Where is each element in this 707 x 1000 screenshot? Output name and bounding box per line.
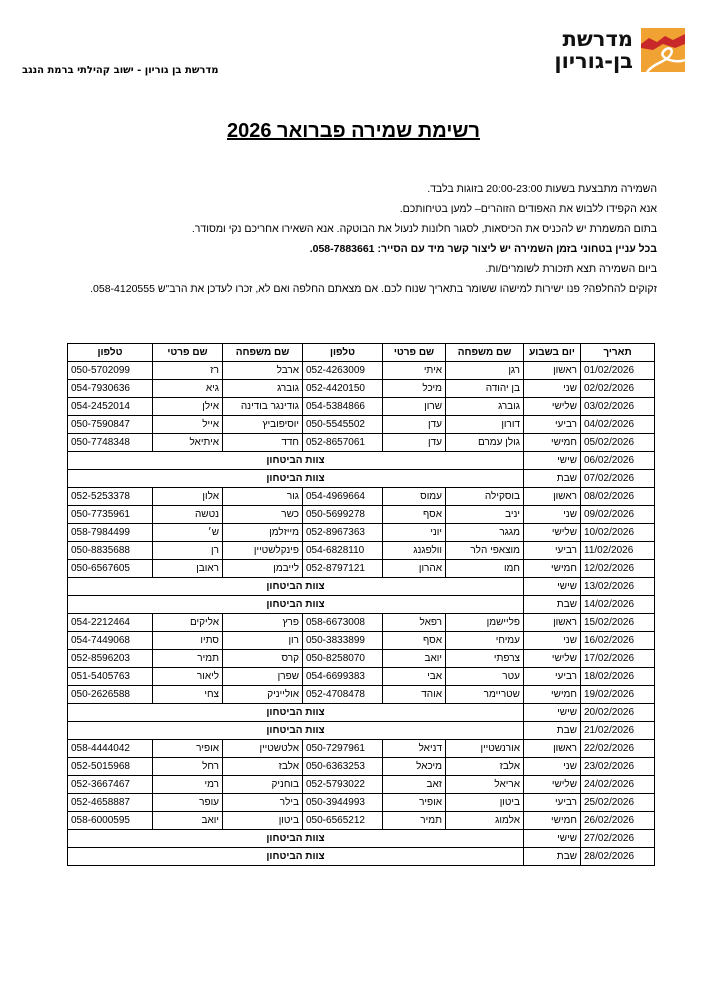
day-cell: שישי [524, 830, 581, 848]
first-name-2-cell: רמי [153, 776, 223, 794]
header-first-name-1: שם פרטי [383, 344, 446, 362]
date-cell: 22/02/2026 [581, 740, 655, 758]
phone-2-cell: 052-5253378 [68, 488, 153, 506]
date-cell: 11/02/2026 [581, 542, 655, 560]
first-name-2-cell: אופיר [153, 740, 223, 758]
date-cell: 18/02/2026 [581, 668, 655, 686]
day-cell: ראשון [524, 488, 581, 506]
day-cell: שלישי [524, 776, 581, 794]
phone-1-cell: 052-4708478 [303, 686, 383, 704]
logo-mark-icon [641, 28, 685, 72]
first-name-2-cell: גיא [153, 380, 223, 398]
table-row [68, 362, 655, 380]
last-name-1-cell: דורון [446, 416, 524, 434]
last-name-2-cell: כשר [223, 506, 303, 524]
phone-1-cell: 052-8797121 [303, 560, 383, 578]
security-team-cell: צוות הביטחון [68, 470, 524, 488]
security-team-cell: צוות הביטחון [68, 596, 524, 614]
last-name-2-cell: רון [223, 632, 303, 650]
date-cell: 13/02/2026 [581, 578, 655, 596]
phone-1-cell: 050-5545502 [303, 416, 383, 434]
last-name-2-cell: ביטון [223, 812, 303, 830]
phone-2-cell: 052-3667467 [68, 776, 153, 794]
phone-1-cell: 052-8657061 [303, 434, 383, 452]
phone-2-cell: 050-6567605 [68, 560, 153, 578]
date-cell: 07/02/2026 [581, 470, 655, 488]
table-row [68, 794, 655, 812]
phone-2-cell: 054-2452014 [68, 398, 153, 416]
header-phone-2: טלפון [68, 344, 153, 362]
last-name-2-cell: גוברג [223, 380, 303, 398]
day-cell: שבת [524, 470, 581, 488]
last-name-1-cell: יניב [446, 506, 524, 524]
first-name-2-cell: נטשה [153, 506, 223, 524]
phone-2-cell: 052-5015968 [68, 758, 153, 776]
instruction-reminder: ביום השמירה תצא תזכורת לשומרים/ות. [485, 263, 657, 275]
first-name-2-cell: רחל [153, 758, 223, 776]
first-name-2-cell: צחי [153, 686, 223, 704]
date-cell: 27/02/2026 [581, 830, 655, 848]
first-name-2-cell: אייל [153, 416, 223, 434]
last-name-1-cell: פליישמן [446, 614, 524, 632]
table-row [68, 506, 655, 524]
instruction-security-contact: בכל עניין בטחוני בזמן השמירה יש ליצור קשר מיד עם הסייר: 058-7883661. [309, 243, 657, 255]
phone-2-cell: 050-7590847 [68, 416, 153, 434]
phone-1-cell: 050-3944993 [303, 794, 383, 812]
instruction-end-shift: בתום המשמרת יש להכניס את הכיסאות, לסגור חלונות לנעול את הבוטקה. אנא השאירו אחריכם נקי ומסודר. [191, 223, 657, 235]
first-name-2-cell: רז [153, 362, 223, 380]
header-date: תאריך [581, 344, 655, 362]
first-name-2-cell: אליקים [153, 614, 223, 632]
table-row [68, 434, 655, 452]
first-name-1-cell: מיכאל [383, 758, 446, 776]
date-cell: 20/02/2026 [581, 704, 655, 722]
first-name-1-cell: אופיר [383, 794, 446, 812]
first-name-2-cell: אלון [153, 488, 223, 506]
guard-roster-table [67, 343, 655, 866]
table-row [68, 452, 655, 470]
date-cell: 16/02/2026 [581, 632, 655, 650]
last-name-2-cell: בוחניק [223, 776, 303, 794]
phone-1-cell: 050-8258070 [303, 650, 383, 668]
phone-1-cell: 052-5793022 [303, 776, 383, 794]
first-name-1-cell: עמוס [383, 488, 446, 506]
day-cell: ראשון [524, 614, 581, 632]
page-title: רשימת שמירה פברואר 2026 [227, 120, 480, 142]
phone-1-cell: 052-4263009 [303, 362, 383, 380]
day-cell: שלישי [524, 650, 581, 668]
last-name-1-cell: אלבז [446, 758, 524, 776]
first-name-1-cell: תמיר [383, 812, 446, 830]
date-cell: 03/02/2026 [581, 398, 655, 416]
last-name-2-cell: אלטשטיין [223, 740, 303, 758]
first-name-1-cell: רפאל [383, 614, 446, 632]
last-name-1-cell: ביטון [446, 794, 524, 812]
date-cell: 25/02/2026 [581, 794, 655, 812]
phone-2-cell: 058-4444042 [68, 740, 153, 758]
security-team-cell: צוות הביטחון [68, 704, 524, 722]
date-cell: 17/02/2026 [581, 650, 655, 668]
first-name-1-cell: עדן [383, 416, 446, 434]
date-cell: 09/02/2026 [581, 506, 655, 524]
first-name-1-cell: שרון [383, 398, 446, 416]
table-row [68, 560, 655, 578]
phone-1-cell: 052-4420150 [303, 380, 383, 398]
phone-1-cell: 050-5699278 [303, 506, 383, 524]
date-cell: 26/02/2026 [581, 812, 655, 830]
first-name-2-cell: יואב [153, 812, 223, 830]
last-name-2-cell: ארבל [223, 362, 303, 380]
school-subtitle: מדרשת בן גוריון - ישוב קהילתי ברמת הנגב [22, 65, 219, 76]
table-row [68, 740, 655, 758]
first-name-1-cell: אהרון [383, 560, 446, 578]
day-cell: חמישי [524, 560, 581, 578]
last-name-1-cell: צרפתי [446, 650, 524, 668]
first-name-2-cell: רן [153, 542, 223, 560]
phone-2-cell: 050-2626588 [68, 686, 153, 704]
day-cell: שישי [524, 452, 581, 470]
date-cell: 28/02/2026 [581, 848, 655, 866]
phone-2-cell: 054-7449068 [68, 632, 153, 650]
table-row [68, 722, 655, 740]
table-row [68, 524, 655, 542]
last-name-1-cell: שטריימר [446, 686, 524, 704]
instructions [37, 183, 657, 303]
last-name-1-cell: אלמוג [446, 812, 524, 830]
instruction-vests: אנא הקפידו ללבוש את האפודים הזוהרים– למען בטיחותכם. [399, 203, 657, 215]
day-cell: שלישי [524, 398, 581, 416]
first-name-1-cell: יוני [383, 524, 446, 542]
phone-1-cell: 052-8967363 [303, 524, 383, 542]
table-row [68, 632, 655, 650]
day-cell: שישי [524, 578, 581, 596]
phone-2-cell: 052-4658887 [68, 794, 153, 812]
last-name-2-cell: אלבז [223, 758, 303, 776]
last-name-1-cell: אורנשטיין [446, 740, 524, 758]
table-row [68, 470, 655, 488]
last-name-1-cell: חמו [446, 560, 524, 578]
last-name-2-cell: יוסיפוביץ [223, 416, 303, 434]
phone-2-cell: 054-7930636 [68, 380, 153, 398]
day-cell: שני [524, 632, 581, 650]
date-cell: 21/02/2026 [581, 722, 655, 740]
phone-1-cell: 054-4969664 [303, 488, 383, 506]
day-cell: רביעי [524, 794, 581, 812]
last-name-2-cell: שפרן [223, 668, 303, 686]
last-name-1-cell: גוברג [446, 398, 524, 416]
first-name-1-cell: מיכל [383, 380, 446, 398]
last-name-1-cell: רגן [446, 362, 524, 380]
header-phone-1: טלפון [303, 344, 383, 362]
security-team-cell: צוות הביטחון [68, 722, 524, 740]
table-row [68, 578, 655, 596]
day-cell: רביעי [524, 542, 581, 560]
day-cell: רביעי [524, 416, 581, 434]
first-name-1-cell: וולפגנג [383, 542, 446, 560]
table-row [68, 650, 655, 668]
header-last-name-2: שם משפחה [223, 344, 303, 362]
last-name-2-cell: מייזלמן [223, 524, 303, 542]
last-name-2-cell: פרץ [223, 614, 303, 632]
table-row [68, 812, 655, 830]
date-cell: 01/02/2026 [581, 362, 655, 380]
date-cell: 02/02/2026 [581, 380, 655, 398]
logo-text [554, 28, 633, 72]
date-cell: 06/02/2026 [581, 452, 655, 470]
first-name-2-cell: עופר [153, 794, 223, 812]
date-cell: 15/02/2026 [581, 614, 655, 632]
table-row [68, 848, 655, 866]
day-cell: שבת [524, 722, 581, 740]
table-row [68, 758, 655, 776]
first-name-1-cell: דניאל [383, 740, 446, 758]
phone-1-cell: 054-6828110 [303, 542, 383, 560]
day-cell: חמישי [524, 686, 581, 704]
day-cell: שישי [524, 704, 581, 722]
day-cell: שני [524, 758, 581, 776]
date-cell: 19/02/2026 [581, 686, 655, 704]
phone-2-cell: 058-7984499 [68, 524, 153, 542]
last-name-2-cell: פינקלשטיין [223, 542, 303, 560]
table-header-row [68, 344, 655, 362]
first-name-2-cell: ש׳ [153, 524, 223, 542]
first-name-2-cell: תמיר [153, 650, 223, 668]
table-row [68, 776, 655, 794]
security-team-cell: צוות הביטחון [68, 848, 524, 866]
date-cell: 12/02/2026 [581, 560, 655, 578]
table-row [68, 596, 655, 614]
phone-2-cell: 051-5405763 [68, 668, 153, 686]
last-name-1-cell: מגגר [446, 524, 524, 542]
table-row [68, 614, 655, 632]
phone-2-cell: 054-2212464 [68, 614, 153, 632]
last-name-2-cell: גודינגר בודינה [223, 398, 303, 416]
date-cell: 08/02/2026 [581, 488, 655, 506]
last-name-1-cell: מוצאפי הלר [446, 542, 524, 560]
table-row [68, 416, 655, 434]
table-row [68, 398, 655, 416]
phone-1-cell: 050-3833899 [303, 632, 383, 650]
date-cell: 10/02/2026 [581, 524, 655, 542]
last-name-1-cell: אריאל [446, 776, 524, 794]
first-name-1-cell: זאב [383, 776, 446, 794]
table-row [68, 542, 655, 560]
phone-2-cell: 050-7748348 [68, 434, 153, 452]
phone-2-cell: 050-5702099 [68, 362, 153, 380]
logo-line-1: מדרשת [562, 27, 633, 51]
phone-2-cell: 058-6000595 [68, 812, 153, 830]
last-name-1-cell: בוסקילה [446, 488, 524, 506]
logo-line-2: בן-גוריון [554, 49, 633, 73]
phone-2-cell: 052-8596203 [68, 650, 153, 668]
header-first-name-2: שם פרטי [153, 344, 223, 362]
day-cell: שלישי [524, 524, 581, 542]
first-name-2-cell: ליאור [153, 668, 223, 686]
day-cell: שני [524, 380, 581, 398]
first-name-1-cell: אבי [383, 668, 446, 686]
day-cell: שבת [524, 596, 581, 614]
security-team-cell: צוות הביטחון [68, 452, 524, 470]
day-cell: ראשון [524, 362, 581, 380]
security-team-cell: צוות הביטחון [68, 830, 524, 848]
last-name-1-cell: עמיחי [446, 632, 524, 650]
last-name-2-cell: בילר [223, 794, 303, 812]
phone-2-cell: 050-8835688 [68, 542, 153, 560]
last-name-2-cell: חדד [223, 434, 303, 452]
first-name-2-cell: סתיו [153, 632, 223, 650]
last-name-1-cell: גולן עמרם [446, 434, 524, 452]
phone-1-cell: 054-6699383 [303, 668, 383, 686]
date-cell: 14/02/2026 [581, 596, 655, 614]
phone-1-cell: 050-7297961 [303, 740, 383, 758]
phone-1-cell: 054-5384866 [303, 398, 383, 416]
day-cell: חמישי [524, 434, 581, 452]
phone-2-cell: 050-7735961 [68, 506, 153, 524]
instruction-replacement: זקוקים להחלפה? פנו ישירות למישהו ששומר בתאריך שנוח לכם. אם מצאתם החלפה ואם לא, זכרו לעדכן את הרב"ש 058-4120555. [90, 283, 657, 295]
first-name-1-cell: אסף [383, 506, 446, 524]
phone-1-cell: 050-6565212 [303, 812, 383, 830]
header-day: יום בשבוע [524, 344, 581, 362]
day-cell: רביעי [524, 668, 581, 686]
day-cell: ראשון [524, 740, 581, 758]
first-name-1-cell: עדן [383, 434, 446, 452]
first-name-1-cell: יואב [383, 650, 446, 668]
table-row [68, 488, 655, 506]
security-team-cell: צוות הביטחון [68, 578, 524, 596]
day-cell: שבת [524, 848, 581, 866]
date-cell: 23/02/2026 [581, 758, 655, 776]
last-name-2-cell: קרס [223, 650, 303, 668]
first-name-2-cell: אילן [153, 398, 223, 416]
day-cell: חמישי [524, 812, 581, 830]
last-name-1-cell: בן יהודה [446, 380, 524, 398]
header-last-name-1: שם משפחה [446, 344, 524, 362]
date-cell: 04/02/2026 [581, 416, 655, 434]
date-cell: 24/02/2026 [581, 776, 655, 794]
date-cell: 05/02/2026 [581, 434, 655, 452]
school-logo [554, 28, 685, 72]
phone-1-cell: 058-6673008 [303, 614, 383, 632]
table-body [68, 362, 655, 866]
phone-1-cell: 050-6363253 [303, 758, 383, 776]
table-row [68, 704, 655, 722]
first-name-2-cell: איתיאל [153, 434, 223, 452]
instruction-hours: השמירה מתבצעת בשעות 20:00-23:00 בזוגות בלבד. [427, 183, 657, 195]
table-row [68, 380, 655, 398]
first-name-1-cell: אוהד [383, 686, 446, 704]
last-name-2-cell: אולייניק [223, 686, 303, 704]
last-name-1-cell: עטר [446, 668, 524, 686]
first-name-1-cell: אסף [383, 632, 446, 650]
last-name-2-cell: גור [223, 488, 303, 506]
first-name-2-cell: ראובן [153, 560, 223, 578]
last-name-2-cell: לייבמן [223, 560, 303, 578]
day-cell: שני [524, 506, 581, 524]
first-name-1-cell: איתי [383, 362, 446, 380]
table-row [68, 668, 655, 686]
table-row [68, 686, 655, 704]
table-row [68, 830, 655, 848]
